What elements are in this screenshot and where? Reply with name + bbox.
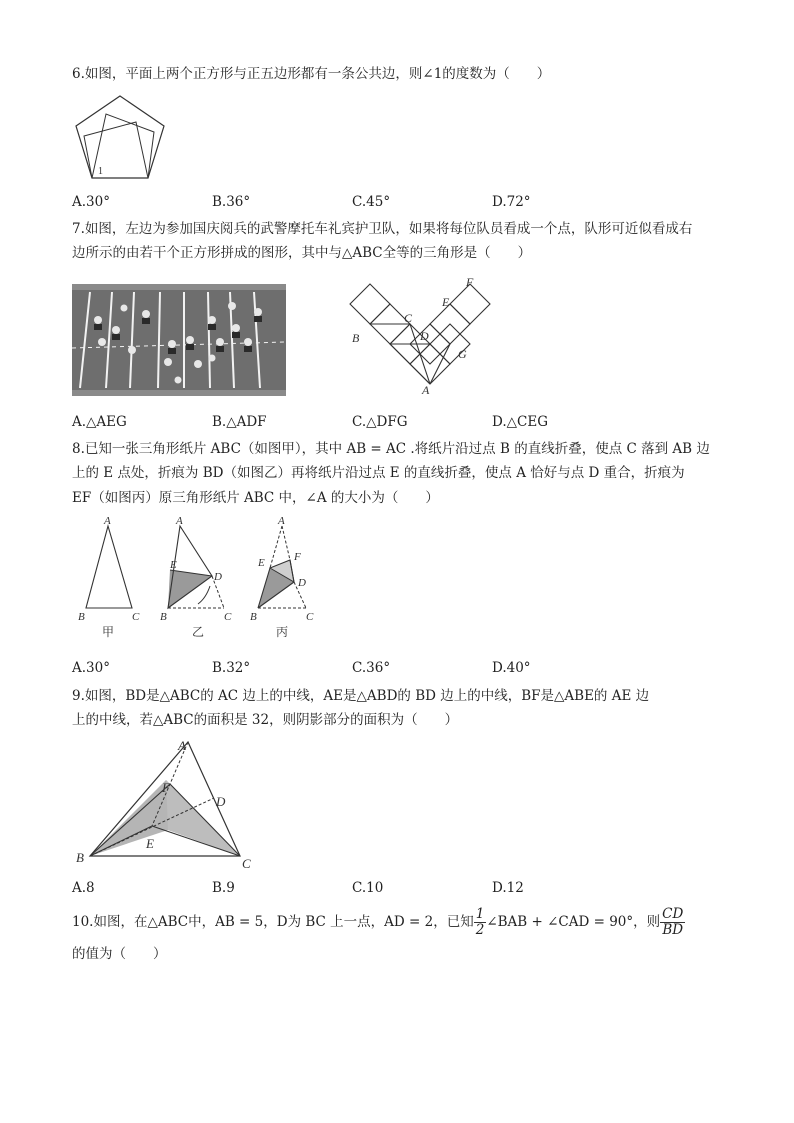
q8-bing-label-a: A: [278, 515, 285, 527]
q10-stem-line1: [72, 906, 685, 938]
q9-label-a: A: [178, 738, 186, 753]
q8-caption-bing: 丙: [276, 625, 289, 639]
q8-caption-yi: 乙: [192, 625, 205, 639]
q9-option-c[interactable]: C.10: [352, 880, 384, 896]
q8-bing-label-d: D: [298, 577, 306, 589]
q8-stem-line2: 上的 E 点处，折痕为 BD（如图乙）再将纸片沿过点 E 的直线折叠，使点 A 恰好与点 D 重合，折痕为: [72, 465, 685, 481]
q8-yi-label-b: B: [160, 611, 167, 623]
q7-label-c: C: [404, 311, 413, 325]
q9-figure: [72, 734, 268, 870]
q8-bing-label-f: F: [294, 551, 301, 563]
q8-yi-label-d: D: [214, 571, 222, 583]
q8-stem-line1: 8.已知一张三角形纸片 ABC（如图甲），其中 AB = AC .将纸片沿过点 B 的直线折叠，使点 C 落到 AB 边: [72, 441, 710, 457]
q8-bing-label-e: E: [258, 557, 265, 569]
q7-label-d: D: [420, 329, 429, 343]
q6-option-c[interactable]: C.45°: [352, 194, 391, 210]
q9-label-b: B: [76, 850, 84, 865]
q7-label-f: F: [466, 275, 474, 289]
q9-label-c: C: [242, 856, 251, 870]
q10-half-denominator: 2: [475, 922, 485, 938]
q7-label-b: B: [352, 331, 360, 345]
q9-label-f: F: [162, 780, 170, 795]
q6-stem: 6.如图，平面上两个正方形与正五边形都有一条公共边，则∠1的度数为（ ）: [72, 66, 551, 82]
q8-jia-label-c: C: [132, 611, 140, 623]
q10-fraction-numerator: CD: [662, 906, 684, 922]
q7-stem-line1: 7.如图，左边为参加国庆阅兵的武警摩托车礼宾护卫队，如果将每位队员看成一个点，队形可近似看成右: [72, 221, 693, 237]
q6-option-a[interactable]: A.30°: [72, 194, 110, 210]
q9-option-d[interactable]: D.12: [492, 880, 524, 896]
q9-option-a[interactable]: A.8: [72, 880, 95, 896]
q8-bing-label-b: B: [250, 611, 257, 623]
q7-photo: [72, 284, 286, 396]
q10-fraction-half: [474, 907, 487, 938]
q8-bing-label-c: C: [306, 611, 314, 623]
q7-stem-line2: 边所示的由若干个正方形拼成的图形，其中与△ABC全等的三角形是（ ）: [72, 245, 532, 261]
q9-label-d: D: [216, 794, 226, 809]
q6-option-b[interactable]: B.36°: [212, 194, 251, 210]
q8-option-c[interactable]: C.36°: [352, 660, 391, 676]
q9-label-e: E: [146, 836, 154, 851]
q9-option-b[interactable]: B.9: [212, 880, 235, 896]
q7-label-a: A: [422, 383, 430, 396]
q8-yi-label-c: C: [224, 611, 232, 623]
q8-option-d[interactable]: D.40°: [492, 660, 531, 676]
q8-jia-label-b: B: [78, 611, 85, 623]
q10-fraction-denominator: BD: [662, 922, 684, 938]
q9-stem-line1: 9.如图，BD是△ABC的 AC 边上的中线，AE是△ABD的 BD 边上的中线，BF是△ABE的 AE 边: [72, 688, 650, 704]
q7-option-d[interactable]: D.△CEG: [492, 414, 548, 430]
q8-option-a[interactable]: A.30°: [72, 660, 110, 676]
q10-stem-line2: 的值为（ ）: [72, 946, 167, 962]
q10-stem-part2: ∠BAB + ∠CAD = 90°，则: [486, 914, 661, 930]
q7-option-c[interactable]: C.△DFG: [352, 414, 408, 430]
q8-caption-jia: 甲: [102, 625, 115, 639]
q7-diagram: [342, 272, 502, 396]
q10-half-numerator: 1: [475, 906, 485, 922]
q8-figures: [72, 512, 322, 648]
q10-fraction-cd-bd: [660, 907, 685, 938]
q9-stem-line2: 上的中线，若△ABC的面积是 32，则阴影部分的面积为（ ）: [72, 712, 459, 728]
q8-jia-label-a: A: [104, 515, 111, 527]
q6-figure: [72, 92, 168, 184]
q8-stem-line3: EF（如图丙）原三角形纸片 ABC 中，∠A 的大小为（ ）: [72, 490, 439, 506]
q8-yi-label-a: A: [176, 515, 183, 527]
q7-option-a[interactable]: A.△AEG: [72, 414, 127, 430]
q6-option-d[interactable]: D.72°: [492, 194, 531, 210]
q7-option-b[interactable]: B.△ADF: [212, 414, 267, 430]
q10-stem-part1: 10.如图，在△ABC中，AB = 5，D为 BC 上一点，AD = 2，已知: [72, 914, 474, 930]
q8-yi-label-e: E: [170, 559, 177, 571]
q7-label-g: G: [458, 347, 467, 361]
q8-option-b[interactable]: B.32°: [212, 660, 251, 676]
q7-label-e: E: [442, 295, 450, 309]
q6-angle-label: 1: [98, 166, 103, 177]
